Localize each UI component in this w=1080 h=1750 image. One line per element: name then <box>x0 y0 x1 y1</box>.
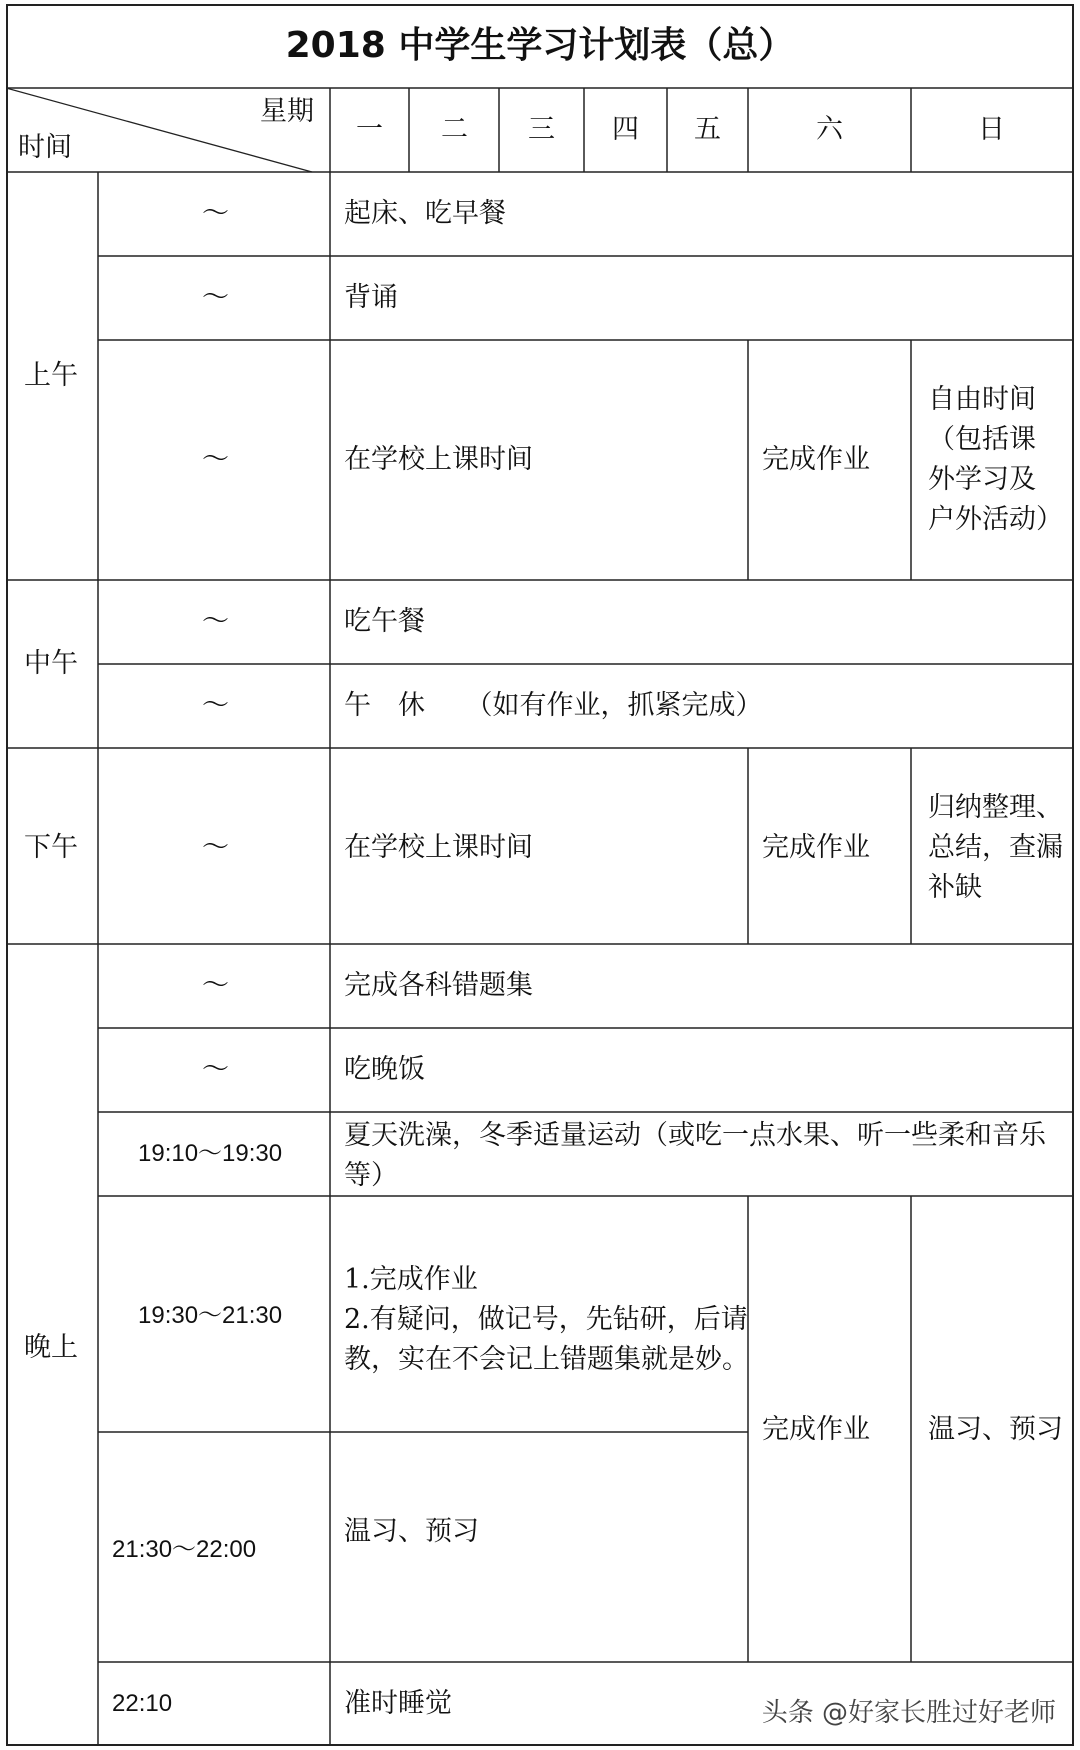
corner-week-label: 星期 <box>260 96 314 127</box>
sunday-cell-line: 外学习及 <box>928 464 1036 495</box>
row-activity: 温习、预习 <box>344 1516 479 1547</box>
row-activity: 准时睡觉 <box>344 1688 452 1719</box>
sunday-cell-line: 补缺 <box>928 872 982 903</box>
row-activity-line: 夏天洗澡，冬季适量运动（或吃一点水果、听一些柔和音乐 <box>344 1120 1046 1151</box>
sunday-cell-line: 户外活动） <box>928 504 1063 535</box>
row-activity: 吃晚饭 <box>344 1054 425 1085</box>
row-time: ～ <box>202 832 229 863</box>
sunday-cell: 温习、预习 <box>928 1414 1063 1445</box>
row-time: ～ <box>202 198 229 229</box>
row-activity-line: 1.完成作业 <box>344 1264 478 1295</box>
row-activity: 吃午餐 <box>344 606 425 637</box>
day-header-wed: 三 <box>528 114 555 145</box>
row-time: ～ <box>202 690 229 721</box>
row-activity-line: 等） <box>344 1160 398 1191</box>
row-activity-line: 教，实在不会记上错题集就是妙。 <box>344 1344 749 1375</box>
saturday-cell: 完成作业 <box>762 832 870 863</box>
row-time: 19:10～19:30 <box>138 1140 283 1167</box>
corner-time-label: 时间 <box>18 132 72 163</box>
day-header-tue: 二 <box>441 114 468 145</box>
row-time: 19:30～21:30 <box>138 1302 283 1329</box>
sunday-cell-line: 归纳整理、 <box>928 792 1063 823</box>
period-evening: 晚上 <box>24 1332 78 1363</box>
day-header-sun: 日 <box>978 114 1005 145</box>
saturday-cell: 完成作业 <box>762 1414 870 1445</box>
sunday-cell-line: 自由时间 <box>928 384 1036 415</box>
row-activity: 完成各科错题集 <box>344 970 533 1001</box>
period-noon: 中午 <box>24 648 78 679</box>
row-activity: 起床、吃早餐 <box>344 198 506 229</box>
row-time: ～ <box>202 606 229 637</box>
period-afternoon: 下午 <box>24 832 78 863</box>
day-header-sat: 六 <box>816 114 843 145</box>
period-morning: 上午 <box>24 360 78 391</box>
row-activity: 午 休 （如有作业，抓紧完成） <box>344 690 763 721</box>
row-time: ～ <box>202 1054 229 1085</box>
schedule-table <box>6 4 1074 1746</box>
row-time: ～ <box>202 282 229 313</box>
saturday-cell: 完成作业 <box>762 444 870 475</box>
row-activity: 背诵 <box>344 282 398 313</box>
table-grid-lines <box>6 4 1074 1746</box>
sunday-cell-line: 总结，查漏 <box>928 832 1063 863</box>
row-activity-line: 2.有疑问，做记号，先钻研，后请 <box>344 1304 748 1335</box>
row-time: ～ <box>202 444 229 475</box>
row-time: 21:30～22:00 <box>112 1536 257 1563</box>
row-activity: 在学校上课时间 <box>344 444 533 475</box>
table-title: 2018 中学生学习计划表（总） <box>285 25 795 66</box>
day-header-fri: 五 <box>694 114 721 145</box>
row-time: ～ <box>202 970 229 1001</box>
row-activity: 在学校上课时间 <box>344 832 533 863</box>
watermark-text: 头条 @好家长胜过好老师 <box>761 1698 1056 1728</box>
day-header-mon: 一 <box>356 114 383 145</box>
sunday-cell-line: （包括课 <box>928 424 1036 455</box>
row-time: 22:10 <box>112 1690 173 1717</box>
day-header-thu: 四 <box>612 114 639 145</box>
